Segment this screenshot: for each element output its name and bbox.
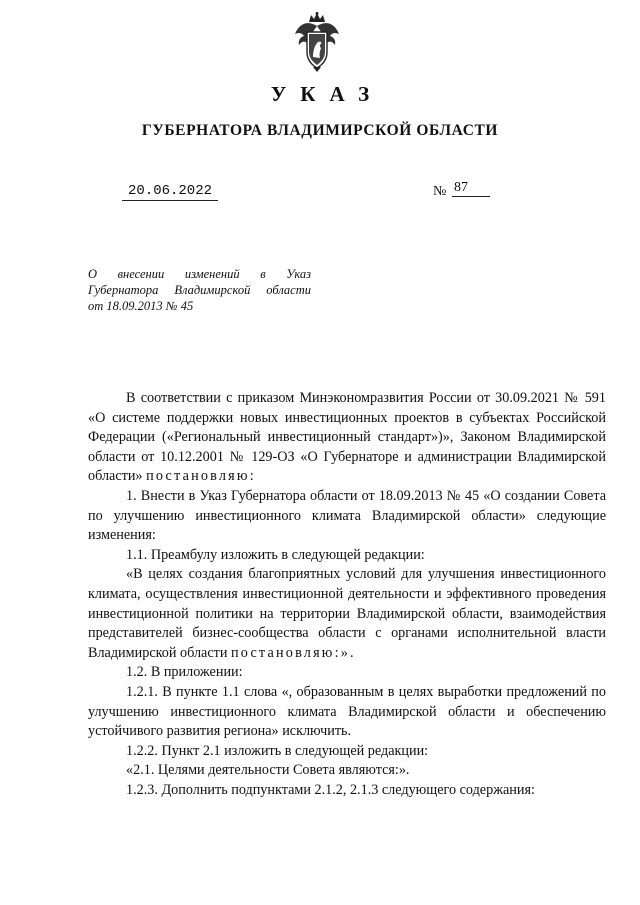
- paragraph: «2.1. Целями деятельности Совета являются:».: [126, 762, 410, 779]
- paragraph: «В целях создания благоприятных условий для улучшения инвестиционного климата, осуществления инвестиционной деятельности и эффективного проведения инвестиционной политики на территории Владимирской области, взаимодействия представителей бизнес-сообщества области с органами исполнительной власти Владимирской области постановляю:».: [88, 566, 606, 661]
- document-number: 87: [452, 180, 490, 197]
- document-title: УКАЗ: [270, 82, 384, 106]
- paragraph: 1.2. В приложении:: [126, 664, 243, 681]
- paragraph: В соответствии с приказом Минэкономразвития России от 30.09.2021 № 591 «О системе поддержки новых инвестиционных проектов в субъектах Российской Федерации («Региональный инвестиционный стандарт»)», Законом Владимирской области от 10.12.2001 № 129-ОЗ «О Губернаторе и администрации Владимирской области» постановляю:: [88, 390, 606, 485]
- document-subject: [88, 266, 311, 314]
- paragraph: 1.2.3. Дополнить подпунктами 2.1.2, 2.1.3 следующего содержания:: [126, 781, 535, 798]
- subject-line: О внесении изменений в Указ: [88, 267, 311, 281]
- paragraph: 1. Внести в Указ Губернатора области от 18.09.2013 № 45 «О создании Совета по улучшению инвестиционного климата Владимирской области» следующие изменения:: [88, 487, 606, 544]
- document-date: 20.06.2022: [122, 183, 218, 201]
- paragraph: 1.2.2. Пункт 2.1 изложить в следующей редакции:: [126, 742, 429, 759]
- paragraph: 1.1. Преамбулу изложить в следующей редакции:: [126, 546, 425, 563]
- number-label: №: [433, 184, 447, 199]
- paragraph: 1.2.1. В пункте 1.1 слова «, образованным в целях выработки предложений по улучшению инвестиционного климата Владимирской области и обеспечению устойчивого развития региона» исключить.: [88, 683, 606, 740]
- document-subtitle: ГУБЕРНАТОРА ВЛАДИМИРСКОЙ ОБЛАСТИ: [141, 122, 499, 139]
- coat-of-arms-icon: [293, 12, 341, 72]
- subject-line: от 18.09.2013 № 45: [88, 299, 194, 313]
- subject-line: Губернатора Владимирской области: [88, 283, 311, 297]
- document-body: [88, 389, 606, 800]
